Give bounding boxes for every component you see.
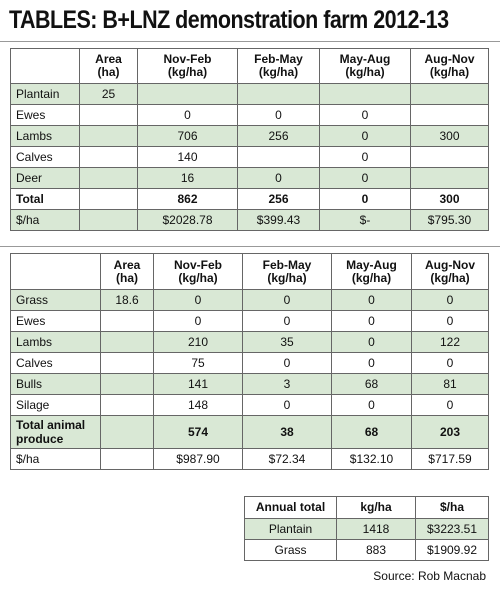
table-cell (238, 147, 320, 168)
table-row (11, 210, 489, 231)
table-cell: 0 (320, 168, 411, 189)
table-cell: $3223.51 (416, 519, 489, 540)
table-grass (10, 253, 489, 470)
table-cell (80, 126, 138, 147)
table-cell: 0 (138, 105, 238, 126)
table-row (11, 374, 489, 395)
table-cell (101, 332, 154, 353)
table-cell: 35 (243, 332, 332, 353)
column-header: Feb-May (kg/ha) (243, 254, 332, 290)
table-cell: 75 (154, 353, 243, 374)
table-cell: 0 (320, 147, 411, 168)
row-label: Plantain (245, 519, 337, 540)
table-cell: $- (320, 210, 411, 231)
table-cell: 18.6 (101, 290, 154, 311)
table-cell: 0 (243, 290, 332, 311)
table-row (11, 290, 489, 311)
table-header-row (11, 254, 489, 290)
table-cell (320, 84, 411, 105)
table-cell (238, 84, 320, 105)
table-cell (411, 168, 489, 189)
column-header: Nov-Feb (kg/ha) (138, 49, 238, 84)
table-cell: 68 (332, 416, 412, 449)
page-title: TABLES: B+LNZ demonstration farm 2012-13 (9, 6, 449, 34)
column-header: May-Aug (kg/ha) (320, 49, 411, 84)
column-header: Aug-Nov (kg/ha) (412, 254, 489, 290)
column-header: Annual total (245, 497, 337, 519)
table-cell: 81 (412, 374, 489, 395)
table-header-row (11, 49, 489, 84)
row-label: $/ha (11, 210, 80, 231)
table-cell: $1909.92 (416, 540, 489, 561)
table-cell: 210 (154, 332, 243, 353)
table-header-row (245, 497, 489, 519)
table-cell (80, 168, 138, 189)
table-cell: $399.43 (238, 210, 320, 231)
table-cell: 0 (412, 311, 489, 332)
table-cell (101, 416, 154, 449)
table-cell: 0 (412, 290, 489, 311)
table-row (11, 449, 489, 470)
row-label: Plantain (11, 84, 80, 105)
table-cell: 0 (238, 105, 320, 126)
column-header: Nov-Feb (kg/ha) (154, 254, 243, 290)
table-cell: 0 (332, 353, 412, 374)
table-row (11, 84, 489, 105)
table-cell: $132.10 (332, 449, 412, 470)
table-row (11, 416, 489, 449)
table-cell: 883 (337, 540, 416, 561)
table-cell: 141 (154, 374, 243, 395)
table-row (11, 395, 489, 416)
table-cell: 0 (332, 290, 412, 311)
column-header: Area (ha) (80, 49, 138, 84)
table-cell (411, 84, 489, 105)
table-cell (101, 353, 154, 374)
row-label: Lambs (11, 332, 101, 353)
table-row (11, 126, 489, 147)
column-header: May-Aug (kg/ha) (332, 254, 412, 290)
table-row (11, 168, 489, 189)
table-cell: 16 (138, 168, 238, 189)
table-row (11, 332, 489, 353)
row-label: Total animal produce (11, 416, 101, 449)
column-header: kg/ha (337, 497, 416, 519)
table-cell: 3 (243, 374, 332, 395)
row-label: Calves (11, 353, 101, 374)
table-cell: 256 (238, 126, 320, 147)
table-cell: $717.59 (412, 449, 489, 470)
row-label: Deer (11, 168, 80, 189)
table-cell (80, 189, 138, 210)
table-row (11, 105, 489, 126)
table-cell: $72.34 (243, 449, 332, 470)
table-row (11, 147, 489, 168)
table-annual-total (244, 496, 489, 561)
table-cell: 574 (154, 416, 243, 449)
table-cell: 300 (411, 189, 489, 210)
table-cell (101, 449, 154, 470)
table-cell: 0 (332, 332, 412, 353)
table-cell: 0 (243, 353, 332, 374)
column-header: Feb-May (kg/ha) (238, 49, 320, 84)
table-cell: 25 (80, 84, 138, 105)
table-cell: 68 (332, 374, 412, 395)
table-cell: 0 (320, 189, 411, 210)
table-cell: 0 (320, 105, 411, 126)
row-label: Grass (245, 540, 337, 561)
title-rule (0, 41, 500, 42)
table-cell (101, 374, 154, 395)
table-cell: 0 (238, 168, 320, 189)
table-cell: 0 (412, 395, 489, 416)
table-cell: 0 (332, 395, 412, 416)
column-header: Area (ha) (101, 254, 154, 290)
section-rule (0, 246, 500, 247)
table-row (245, 519, 489, 540)
table-plantain (10, 48, 489, 231)
table-cell: 706 (138, 126, 238, 147)
table-cell (80, 210, 138, 231)
table-cell: 0 (243, 311, 332, 332)
table-cell: 148 (154, 395, 243, 416)
column-header (11, 49, 80, 84)
table-cell (80, 147, 138, 168)
row-label: Bulls (11, 374, 101, 395)
table-cell: 1418 (337, 519, 416, 540)
row-label: Total (11, 189, 80, 210)
table-cell (138, 84, 238, 105)
table-cell: 0 (154, 311, 243, 332)
row-label: Ewes (11, 311, 101, 332)
table-cell (101, 395, 154, 416)
table-cell: 0 (320, 126, 411, 147)
table-cell (101, 311, 154, 332)
table-cell (80, 105, 138, 126)
table-cell: 0 (412, 353, 489, 374)
table-cell: 256 (238, 189, 320, 210)
table-cell: 0 (332, 311, 412, 332)
table-row (11, 353, 489, 374)
table-cell (411, 105, 489, 126)
column-header: $/ha (416, 497, 489, 519)
column-header (11, 254, 101, 290)
table-cell: 0 (154, 290, 243, 311)
table-cell: 0 (243, 395, 332, 416)
table-row (11, 311, 489, 332)
table-cell: $987.90 (154, 449, 243, 470)
table-row (11, 189, 489, 210)
row-label: Lambs (11, 126, 80, 147)
row-label: Ewes (11, 105, 80, 126)
table-cell: 300 (411, 126, 489, 147)
source-credit: Source: Rob Macnab (373, 569, 486, 583)
row-label: Grass (11, 290, 101, 311)
row-label: $/ha (11, 449, 101, 470)
table-cell: 140 (138, 147, 238, 168)
table-cell: 38 (243, 416, 332, 449)
row-label: Silage (11, 395, 101, 416)
table-row (245, 540, 489, 561)
row-label: Calves (11, 147, 80, 168)
table-cell: $795.30 (411, 210, 489, 231)
table-cell (411, 147, 489, 168)
table-cell: 203 (412, 416, 489, 449)
column-header: Aug-Nov (kg/ha) (411, 49, 489, 84)
table-cell: 862 (138, 189, 238, 210)
table-cell: $2028.78 (138, 210, 238, 231)
table-cell: 122 (412, 332, 489, 353)
